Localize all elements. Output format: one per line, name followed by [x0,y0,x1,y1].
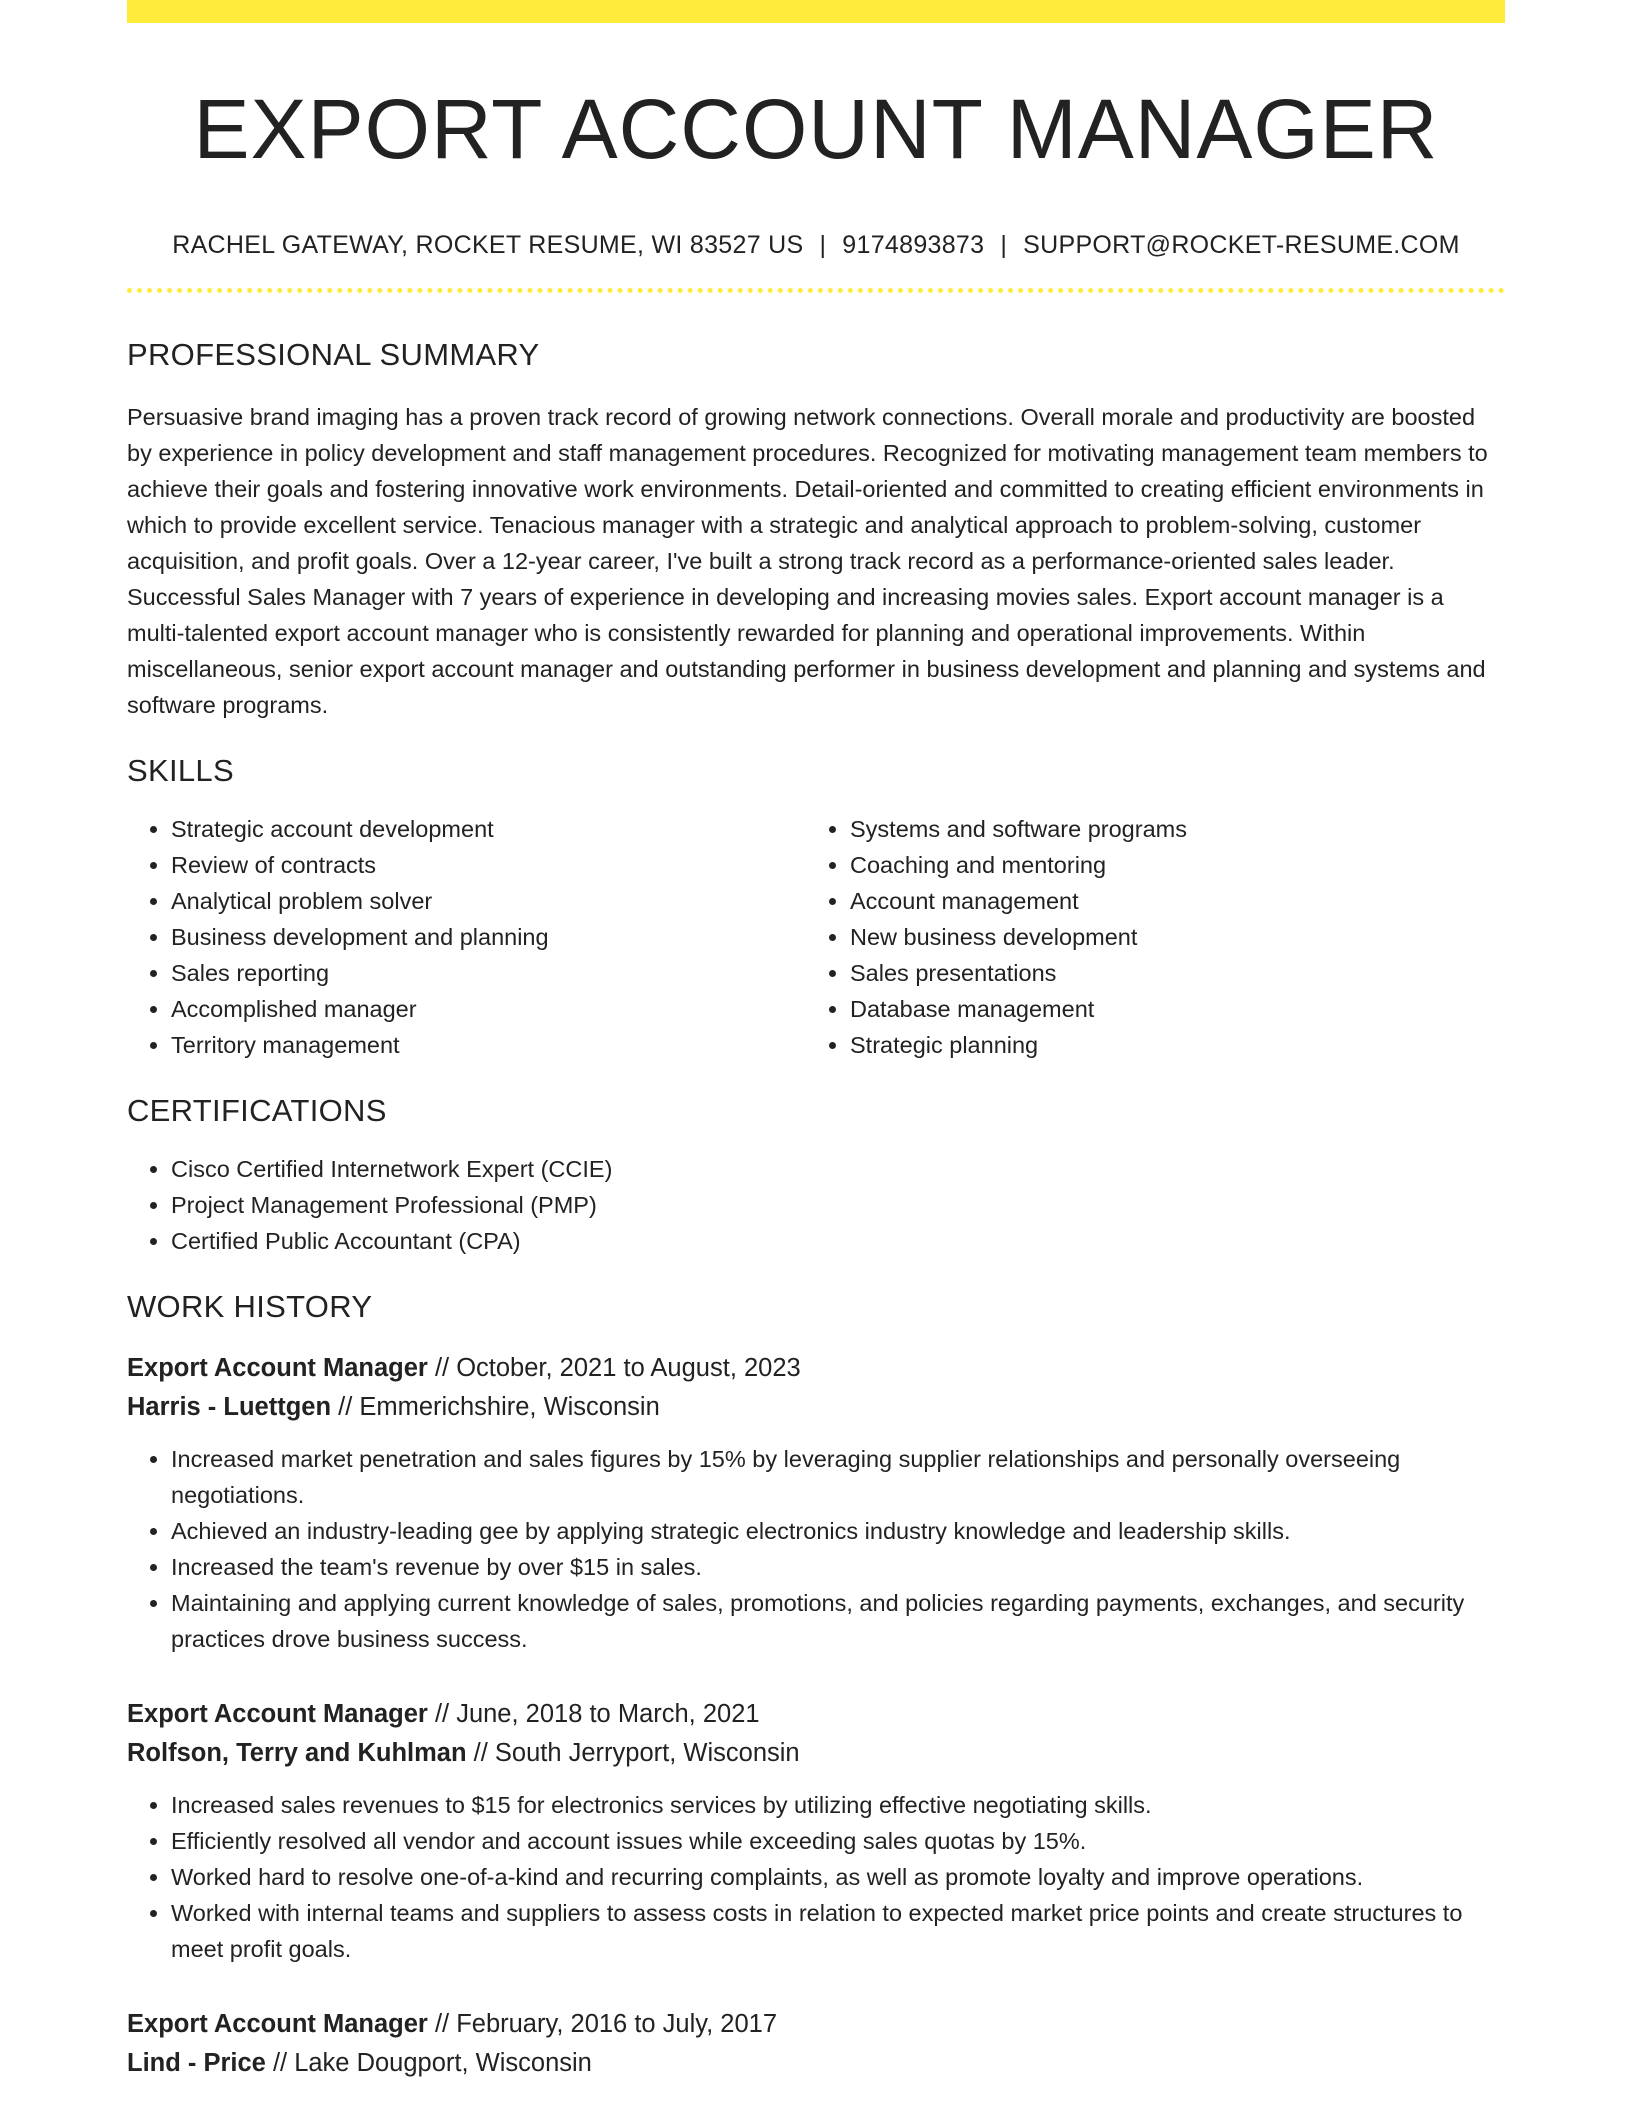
skill-item: • New business development [850,919,1485,955]
job-company: Harris - Luettgen [127,1393,332,1422]
dotted-divider [127,288,1505,293]
job-bullets [127,1441,1505,1657]
job-bullet: • Increased sales revenues to $15 for electronics services by utilizing effective negotiating skills. [171,1787,1505,1823]
summary-text: Persuasive brand imaging has a proven track record of growing network connections. Overall morale and productivity are boosted by experience in policy development and staff management procedures. Recognized for motivating management team members to achieve their goals and fostering innovative work environments. Detail-oriented and committed to creating efficient environments in which to provide excellent service. Tenacious manager with a strategic and analytical approach to problem-solving, customer acquisition, and profit goals. Over a 12-year career, I've built a strong track record as a performance-oriented sales leader. Successful Sales Manager with 7 years of experience in developing and increasing movies sales. Export account manager is a multi-talented export account manager who is consistently rewarded for planning and operational improvements. Within miscellaneous, senior export account manager and outstanding performer in business development and planning and systems and software programs. [127,404,1488,719]
job-bullet: • Worked hard to resolve one-of-a-kind and recurring complaints, as well as promote loyalty and improve operations. [171,1859,1505,1895]
job-title: Export Account Manager [127,1354,428,1383]
certification-item: • Certified Public Accountant (CPA) [171,1223,1505,1259]
certification-item: • Cisco Certified Internetwork Expert (CCIE) [171,1151,1505,1187]
certifications-section [127,1093,1505,1259]
summary-heading: PROFESSIONAL SUMMARY [127,337,540,373]
skills-left-column [127,811,806,1063]
job-company: Lind - Price [127,2049,266,2078]
skill-item: • Strategic account development [171,811,806,847]
skill-item: • Account management [850,883,1485,919]
contact-email: SUPPORT@ROCKET-RESUME.COM [1023,231,1460,260]
job-location: // South Jerryport, Wisconsin [466,1739,800,1768]
job-location: // Lake Dougport, Wisconsin [265,2049,592,2078]
skill-item: • Business development and planning [171,919,806,955]
contact-line [127,231,1505,260]
contact-separator: | [819,231,827,260]
job-company-line [127,1388,1505,1427]
skills-section [127,753,1505,1063]
summary-section [127,337,1505,723]
job-title: Export Account Manager [127,2010,428,2039]
job-dates: // October, 2021 to August, 2023 [427,1354,801,1383]
job-title: Export Account Manager [127,1700,428,1729]
job-company: Rolfson, Terry and Kuhlman [127,1739,467,1768]
job-bullet: • Worked with internal teams and suppliers to assess costs in relation to expected market price points and create structures to meet profit goals. [171,1895,1505,1967]
skill-item: • Analytical problem solver [171,883,806,919]
skill-item: • Territory management [171,1027,806,1063]
job-location: // Emmerichshire, Wisconsin [331,1393,660,1422]
skills-right-column [806,811,1485,1063]
job-company-line [127,2044,1505,2083]
job-dates: // February, 2016 to July, 2017 [427,2010,778,2039]
job-title-line [127,2005,1505,2044]
job-bullet: • Increased the team's revenue by over $15 in sales. [171,1549,1505,1585]
job-entry [127,1349,1505,1657]
accent-top-bar [127,0,1505,23]
contact-separator: | [1000,231,1008,260]
job-bullet: • Achieved an industry-leading gee by applying strategic electronics industry knowledge and leadership skills. [171,1513,1505,1549]
certification-item: • Project Management Professional (PMP) [171,1187,1505,1223]
job-title-line [127,1695,1505,1734]
skill-item: • Sales presentations [850,955,1485,991]
skills-heading: SKILLS [127,753,234,789]
job-company-line [127,1734,1505,1773]
skill-item: • Review of contracts [171,847,806,883]
job-title-line [127,1349,1505,1388]
job-dates: // June, 2018 to March, 2021 [427,1700,760,1729]
skill-item: • Sales reporting [171,955,806,991]
skill-item: • Coaching and mentoring [850,847,1485,883]
skill-item: • Strategic planning [850,1027,1485,1063]
skill-item: • Systems and software programs [850,811,1485,847]
contact-address: RACHEL GATEWAY, ROCKET RESUME, WI 83527 US [172,231,804,260]
skills-grid [127,811,1505,1063]
jobs-list [127,1349,1505,2083]
job-bullet: • Maintaining and applying current knowledge of sales, promotions, and policies regarding payments, exchanges, and security practices drove business success. [171,1585,1505,1657]
job-bullet: • Increased market penetration and sales figures by 15% by leveraging supplier relationships and personally overseeing negotiations. [171,1441,1505,1513]
job-bullet: • Efficiently resolved all vendor and account issues while exceeding sales quotas by 15%. [171,1823,1505,1859]
job-entry [127,1695,1505,1967]
certifications-heading: CERTIFICATIONS [127,1093,387,1129]
certifications-list [127,1151,1505,1259]
skill-item: • Database management [850,991,1485,1027]
contact-phone: 9174893873 [842,231,985,260]
work-history-heading: WORK HISTORY [127,1289,373,1325]
resume-title: EXPORT ACCOUNT MANAGER [193,82,1439,176]
job-entry [127,2005,1505,2083]
work-history-section [127,1289,1505,2083]
skill-item: • Accomplished manager [171,991,806,1027]
resume-page [127,0,1505,2083]
job-bullets [127,1787,1505,1967]
